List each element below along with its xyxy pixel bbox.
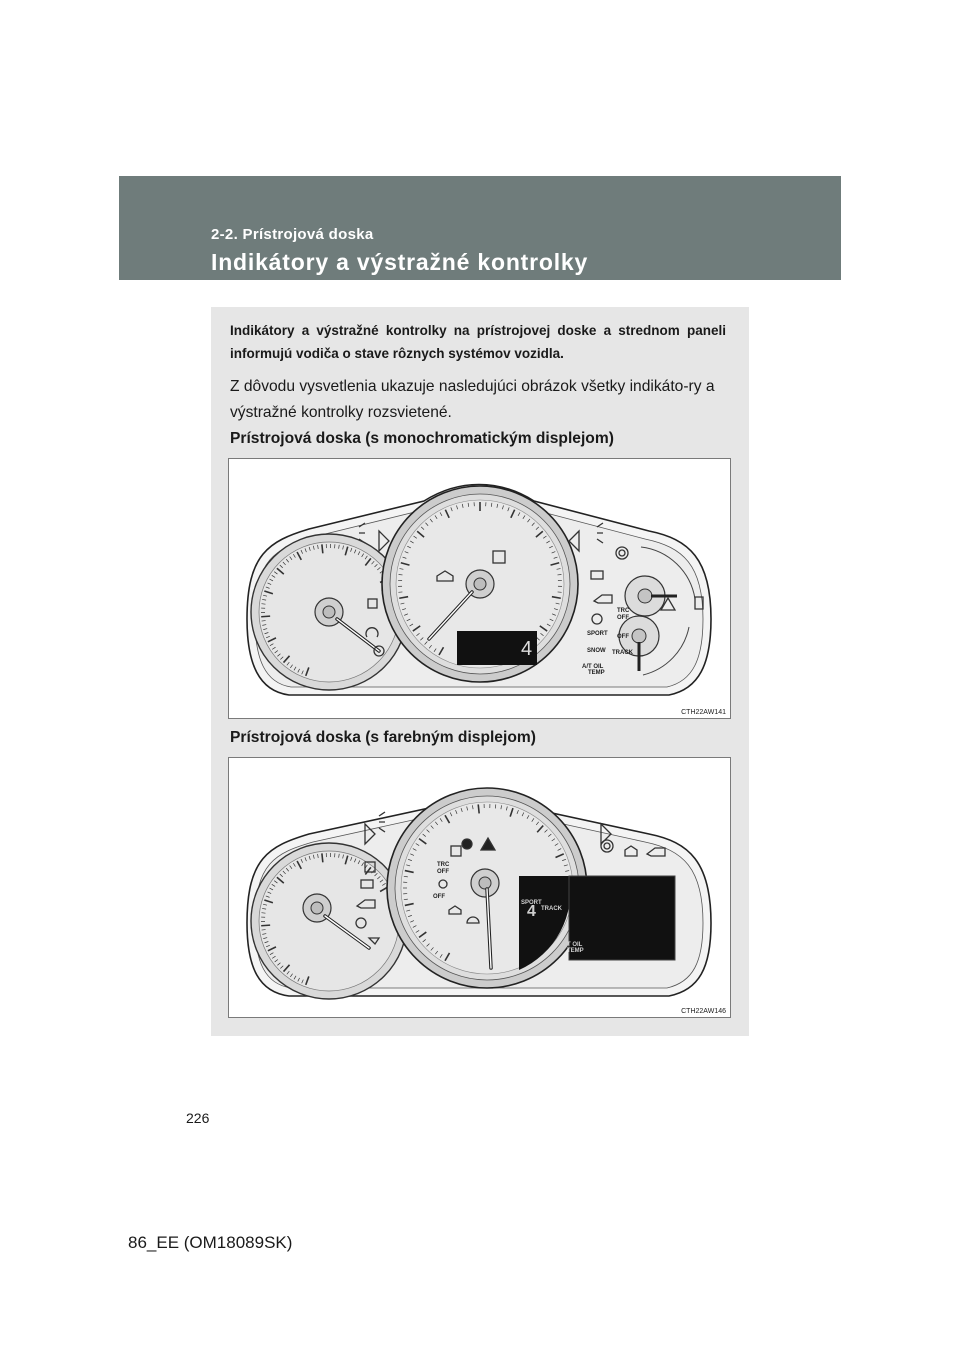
cluster-illustration-1 xyxy=(229,459,731,719)
trc-off-label: OFF xyxy=(617,615,629,621)
at-oil-label: A/T OIL xyxy=(582,664,604,670)
multi-information-display xyxy=(569,876,675,960)
figure-1-heading: Prístrojová doska (s monochromatickým displejom) xyxy=(230,430,614,447)
trc-off-label-2: OFF xyxy=(437,869,449,875)
sport-label: SPORT xyxy=(587,631,608,637)
trc-label-2: TRC xyxy=(437,862,450,868)
display-gear: 4 xyxy=(527,903,536,920)
page-title: Indikátory a výstražné kontrolky xyxy=(211,249,589,275)
trc-label: TRC xyxy=(617,608,630,614)
vsc-off-label-2: OFF xyxy=(433,894,445,900)
cluster-illustration-2 xyxy=(229,758,731,1018)
footer-manual-code: 86_EE (OM18089SK) xyxy=(128,1233,293,1252)
track-label: TRACK xyxy=(612,650,633,656)
display-track-label: TRACK xyxy=(541,906,562,912)
display-at-oil-label: A/T OIL xyxy=(561,942,583,948)
figure-2-code: CTH22AW146 xyxy=(681,1008,726,1015)
temp-label: TEMP xyxy=(588,670,605,676)
section-label: 2-2. Prístrojová doska xyxy=(211,226,374,243)
figure-2-heading: Prístrojová doska (s farebným displejom) xyxy=(230,729,536,746)
page-number: 226 xyxy=(186,1110,210,1126)
display-sport-label: SPORT xyxy=(521,900,542,906)
intro-text: Z dôvodu vysvetlenia ukazuje nasledujúci obrázok všetky indikáto-ry a výstražné kontrolky rozsvietené. xyxy=(230,378,715,421)
gear-indicator: 4 xyxy=(521,638,533,660)
figure-1-cluster-monochrome xyxy=(228,458,731,719)
figure-1-code: CTH22AW141 xyxy=(681,709,726,716)
snow-label: SNOW xyxy=(587,648,606,654)
vsc-off-label: OFF xyxy=(617,634,629,640)
display-temp-label: TEMP xyxy=(567,948,584,954)
intro-bold-text: Indikátory a výstražné kontrolky na prístrojovej doske a strednom paneli informujú vodiča o stave rôznych systémov vozidla. xyxy=(230,323,726,361)
figure-2-cluster-color xyxy=(228,757,731,1018)
